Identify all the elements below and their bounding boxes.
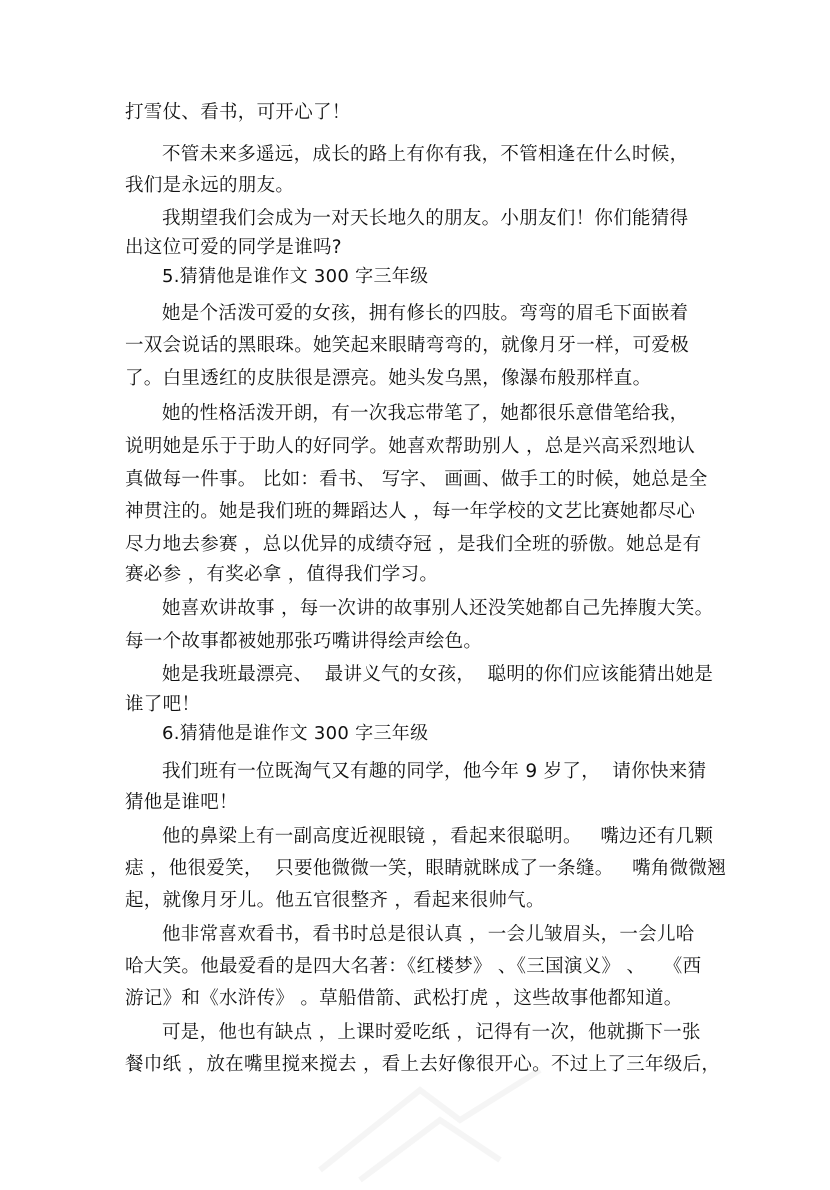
text-line: 神贯注的。她是我们班的舞蹈达人 ，每一年学校的文艺比赛她都尽心 [125,501,696,522]
text-line: 她是我班最漂亮、 最讲义气的女孩， 聪明的你们应该能猜出她是 [162,664,714,685]
section-heading: 6.猜猜他是谁作文 300 字三年级 [162,723,429,744]
text-line: 说明她是乐于于助人的好同学。她喜欢帮助别人 ，总是兴高采烈地认 [125,436,696,457]
text-line: 可是，他也有缺点 ，上课时爱吃纸 ，记得有一次，他就撕下一张 [162,1022,701,1043]
text-line: 每一个故事都被她那张巧嘴讲得绘声绘色。 [125,631,483,652]
text-line: 我们是永远的朋友。 [125,175,295,196]
text-line: 他非常喜欢看书，看书时总是很认真 ，一会儿皱眉头，一会儿哈 [162,924,695,945]
text-line: 出这位可爱的同学是谁吗? [125,237,342,258]
text-line: 起，就像月牙儿。他五官很整齐 ，看起来很帅气。 [125,890,545,911]
text-line: 打雪仗、看书，可开心了！ [125,102,351,123]
text-line: 她喜欢讲故事 ，每一次讲的故事别人还没笑她都自己先捧腹大笑。 [162,598,714,619]
text-line: 痣 ，他很爱笑， 只要他微微一笑，眼睛就眯成了一条缝。 嘴角微微翘 [125,858,727,879]
watermark-icon [300,1060,560,1190]
text-line: 猜他是谁吧！ [125,792,238,813]
text-line: 她是个活泼可爱的女孩，拥有修长的四肢。弯弯的眉毛下面嵌着 [162,303,689,324]
text-line: 了。白里透红的皮肤很是漂亮。她头发乌黑，像瀑布般那样直。 [125,368,652,389]
text-line: 哈大笑。他最爱看的是四大名著：《红楼梦》 、《三国演义》 、 《西 [125,956,702,977]
text-line: 他的鼻梁上有一副高度近视眼镜 ，看起来很聪明。 嘴边还有几颗 [162,826,714,847]
section-heading: 5.猜猜他是谁作文 300 字三年级 [162,266,429,287]
text-line: 真做每一件事。 比如：看书、 写字、 画画、做手工的时候，她总是全 [125,469,708,490]
text-line: 尽力地去参赛 ，总以优异的成绩夺冠 ，是我们全班的骄傲。她总是有 [125,534,702,555]
text-line: 一双会说话的黑眼珠。她笑起来眼睛弯弯的，就像月牙一样，可爱极 [125,335,690,356]
text-line: 谁了吧！ [125,694,201,715]
text-line: 餐巾纸 ，放在嘴里搅来搅去 ，看上去好像很开心。不过上了三年级后， [125,1054,721,1075]
text-line: 我们班有一位既淘气又有趣的同学，他今年 9 岁了， 请你快来猜 [162,761,707,782]
text-line: 游记》和《水浒传》 。草船借箭、武松打虎 ，这些故事他都知道。 [125,988,683,1009]
text-line: 我期望我们会成为一对天长地久的朋友。小朋友们！你们能猜得 [162,208,689,229]
text-line: 不管未来多遥远，成长的路上有你有我，不管相逢在什么时候， [162,144,689,165]
text-line: 她的性格活泼开朗，有一次我忘带笔了，她都很乐意借笔给我， [162,403,689,424]
text-line: 赛必参 ，有奖必拿 ，值得我们学习。 [125,564,439,585]
